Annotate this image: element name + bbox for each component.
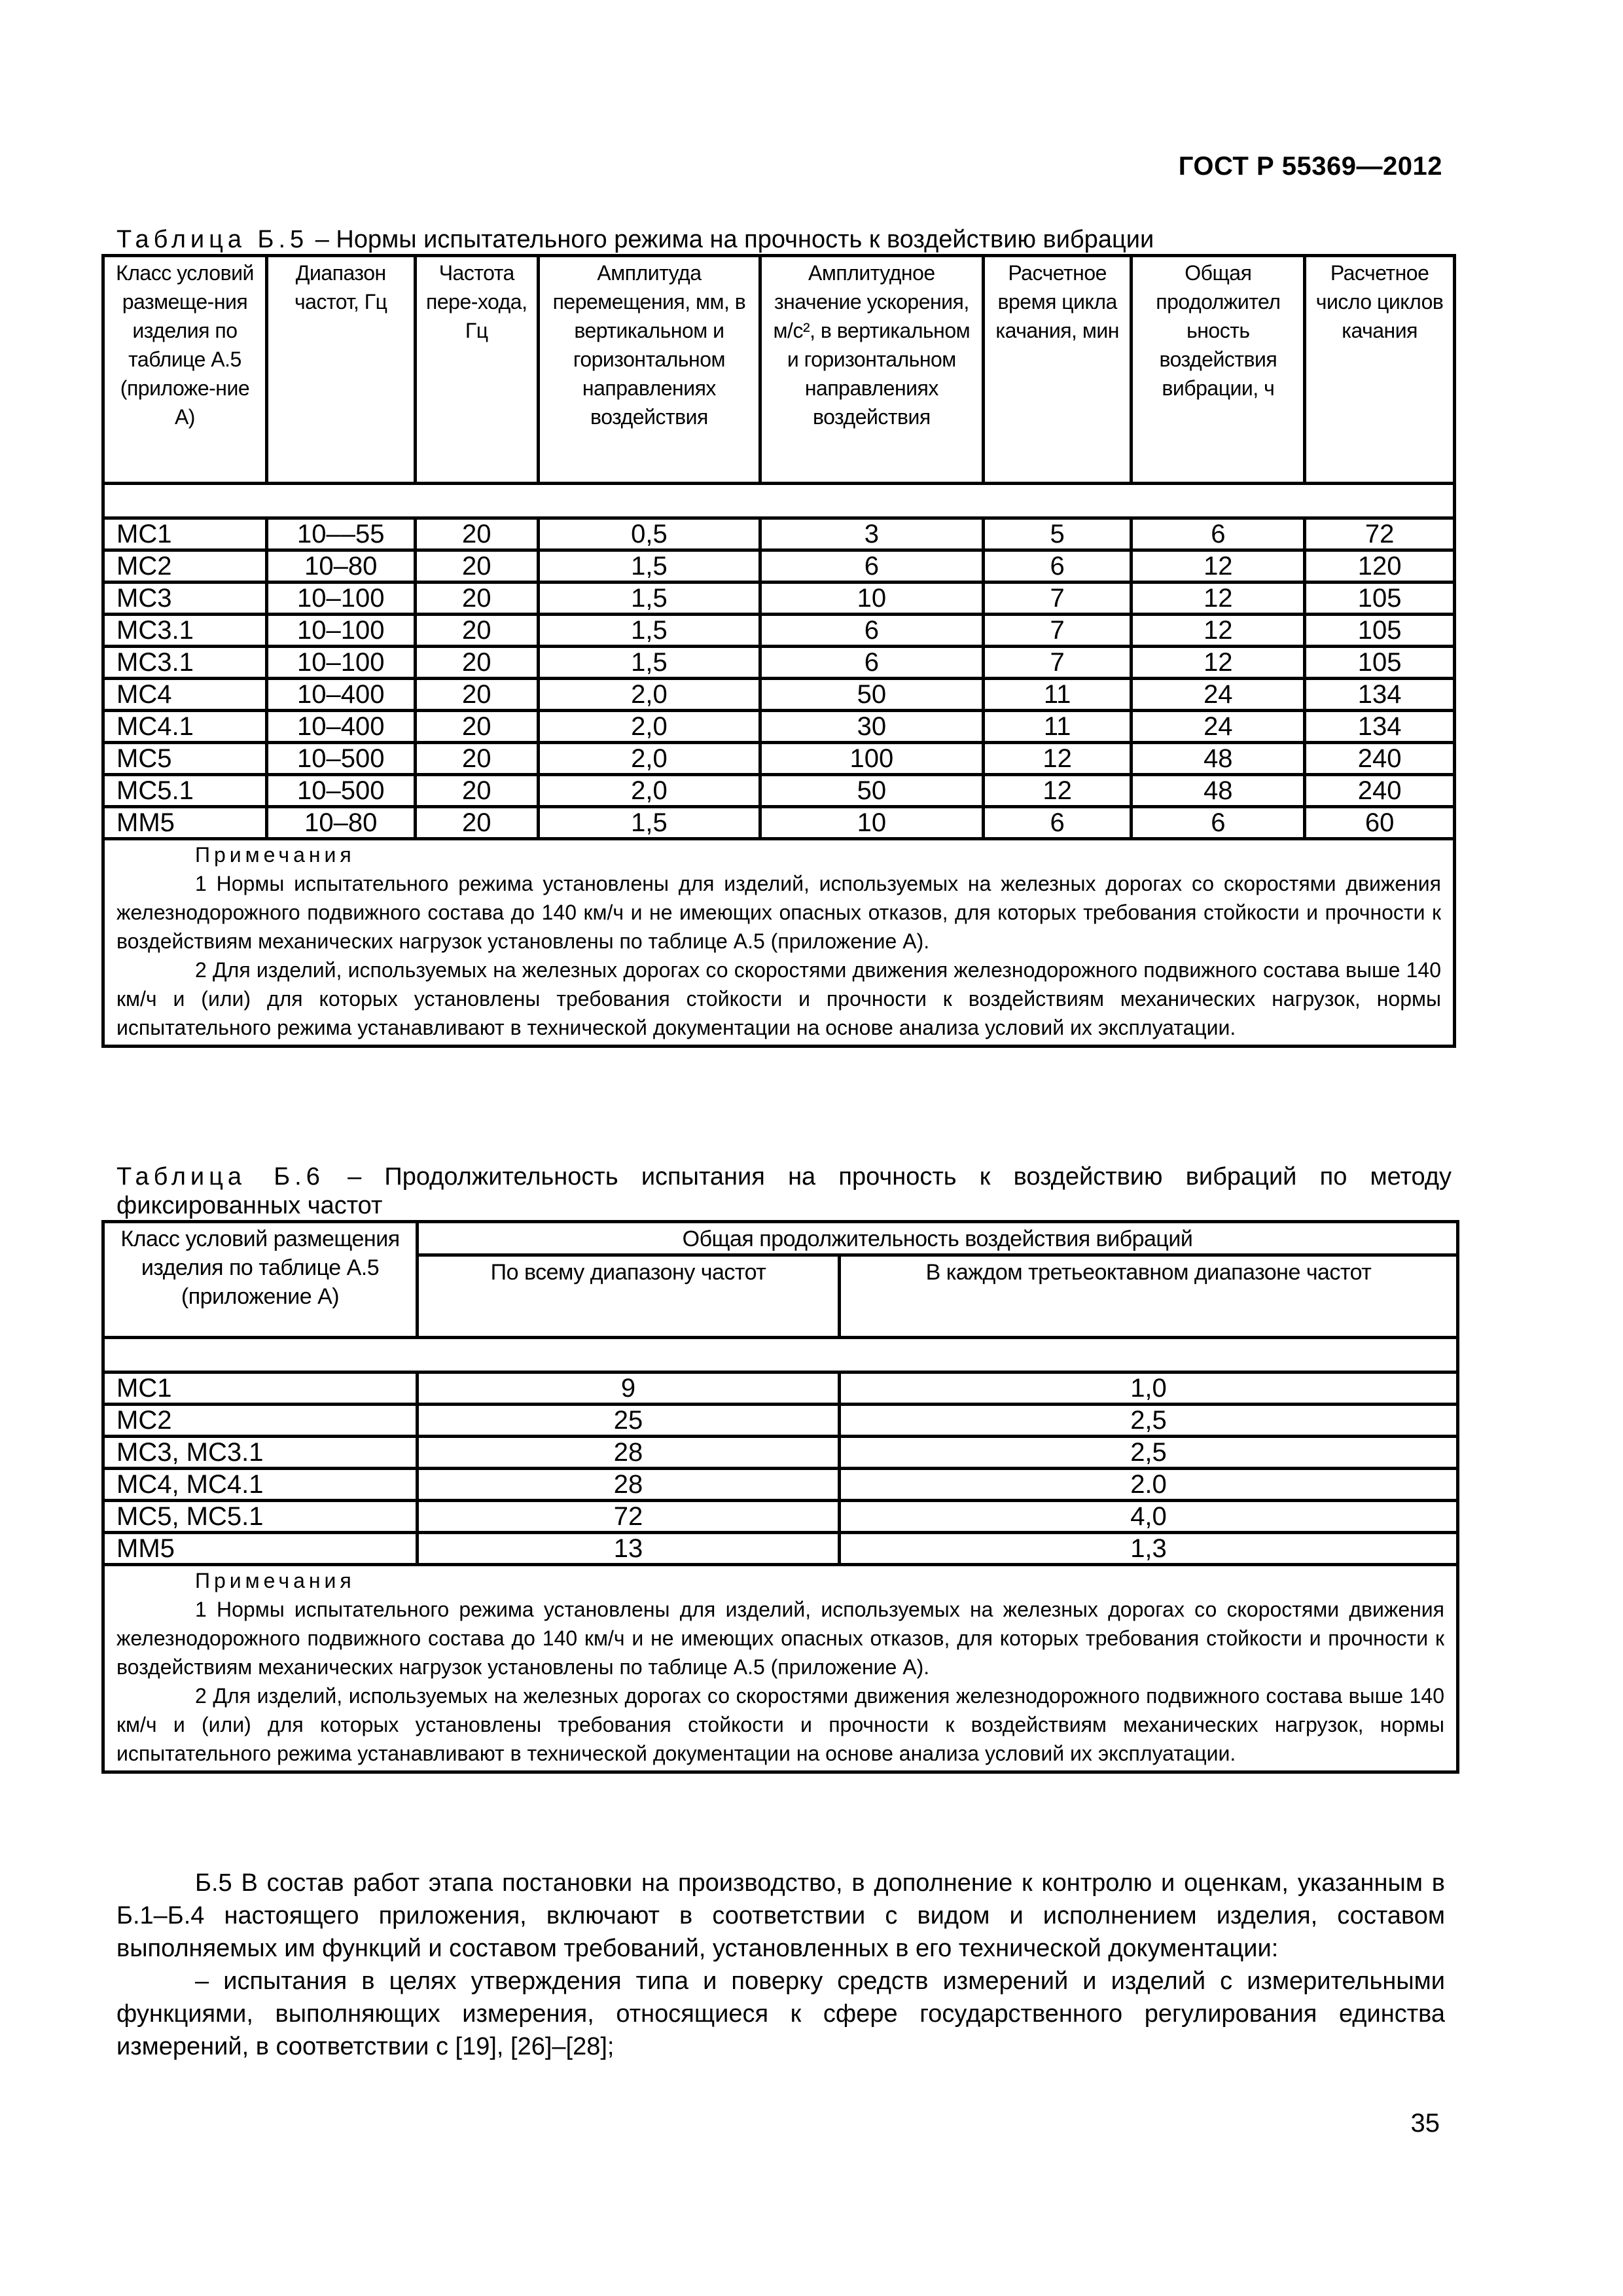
table-row: МС4, МС4.1 28 2.0 (103, 1469, 1458, 1501)
column-header-displacement-amplitude: Амплитуда перемещения, мм, в вертикальном и горизонтальном направлениях воздействия (539, 256, 760, 484)
table-b6-notes-row (103, 1565, 1458, 1772)
table-b5-header-row (103, 256, 1455, 484)
table-b5-label: Таблица Б.5 (116, 226, 309, 253)
note-1: 1 Нормы испытательного режима установлены для изделий, используемых на железных дорогах со скоростями движения железнодорожного подвижного состава до 140 км/ч и не имеющих опасных отказов, для которых требования стойкости и прочности к воздействиям механических нагрузок установлены по таблице А.5 (приложение А). (116, 1598, 1444, 1679)
column-header-crossover-frequency: Частота пере-хода, Гц (415, 256, 538, 484)
column-header-total-duration-group: Общая продолжительность воздействия вибраций (418, 1222, 1458, 1255)
table-row: МС2 25 2,5 (103, 1405, 1458, 1437)
note-2: 2 Для изделий, используемых на железных дорогах со скоростями движения железнодорожного подвижного состава выше 140 км/ч и (или) для которых установлены требования стойкости и прочности к воздействиям механических нагрузок, нормы испытательного режима устанавливают в технической документации на основе анализа условий их эксплуатации. (116, 958, 1441, 1039)
table-row: МС1 9 1,0 (103, 1372, 1458, 1405)
table-row: МС4 10–400 20 2,0 50 11 24 134 (103, 679, 1455, 711)
table-row: МС3.1 10–100 20 1,5 6 7 12 105 (103, 647, 1455, 679)
document-code: ГОСТ Р 55369—2012 (1178, 152, 1442, 181)
column-header-sweep-cycle-time: Расчетное время цикла качания, мин (983, 256, 1132, 484)
column-header-class: Класс условий размеще-ния изделия по таблице А.5 (приложе-ние А) (103, 256, 267, 484)
table-row: МС2 10–80 20 1,5 6 6 12 120 (103, 550, 1455, 583)
table-row: МС4.1 10–400 20 2,0 30 11 24 134 (103, 711, 1455, 743)
table-spacer-row (103, 1338, 1458, 1372)
notes-title: Примечания (195, 1569, 355, 1592)
note-2: 2 Для изделий, используемых на железных дорогах со скоростями движения железнодорожного подвижного состава выше 140 км/ч и (или) для которых установлены требования стойкости и прочности к воздействиям механических нагрузок, нормы испытательного режима устанавливают в технической документации на основе анализа условий их эксплуатации. (116, 1684, 1444, 1765)
table-row: МС5.1 10–500 20 2,0 50 12 48 240 (103, 775, 1455, 807)
table-row: МС5, МС5.1 72 4,0 (103, 1501, 1458, 1533)
page-number: 35 (1410, 2109, 1440, 2138)
column-header-sweep-cycles: Расчетное число циклов качания (1305, 256, 1455, 484)
column-header-full-range: По всему диапазону частот (418, 1255, 840, 1338)
note-1: 1 Нормы испытательного режима установлены для изделий, используемых на железных дорогах со скоростями движения железнодорожного подвижного состава до 140 км/ч и не имеющих опасных отказов, для которых требования стойкости и прочности к воздействиям механических нагрузок установлены по таблице А.5 (приложение А). (116, 872, 1441, 953)
table-b6-notes (103, 1565, 1458, 1772)
table-row: МС3 10–100 20 1,5 10 7 12 105 (103, 583, 1455, 615)
table-row: ММ5 10–80 20 1,5 10 6 6 60 (103, 807, 1455, 839)
table-b6 (101, 1220, 1459, 1774)
column-header-third-octave: В каждом третьеоктавном диапазоне частот (840, 1255, 1458, 1338)
table-b5-notes-row (103, 839, 1455, 1047)
column-header-class: Класс условий размещения изделия по таблице А.5 (приложение А) (103, 1222, 418, 1338)
paragraph-list-item: – испытания в целях утверждения типа и поверку средств измерений и изделий с измерительными функциями, выполняющих измерения, относящиеся к сфере государственного регулирования единства измерений, в соответствии с [19], [26]–[28]; (116, 1967, 1445, 2060)
column-header-frequency-range: Диапазон частот, Гц (266, 256, 415, 484)
column-header-total-duration: Общая продолжител ьность воздействия вибрации, ч (1132, 256, 1305, 484)
table-row: ММ5 13 1,3 (103, 1533, 1458, 1565)
table-b6-header-row (103, 1222, 1458, 1255)
table-b6-title: – Продолжительность испытания на прочность к воздействию вибраций по методу фиксированных частот (116, 1163, 1452, 1219)
table-b5-title: – Нормы испытательного режима на прочность к воздействию вибрации (308, 226, 1154, 253)
table-spacer-row (103, 484, 1455, 518)
table-b5-notes (103, 839, 1455, 1047)
paragraph-b5: Б.5 В состав работ этапа постановки на производство, в дополнение к контролю и оценкам, указанным в Б.1–Б.4 настоящего приложения, включают в соответствии с видом и исполнением изделия, составом выполняемых им функций и составом требований, установленных в его технической документации: (116, 1869, 1445, 1962)
column-header-acceleration-amplitude: Амплитудное значение ускорения, м/с², в вертикальном и горизонтальном направлениях воздействия (760, 256, 983, 484)
table-b6-caption (116, 1162, 1452, 1220)
table-row: МС1 10––55 20 0,5 3 5 6 72 (103, 518, 1455, 550)
table-b5-caption (116, 225, 1452, 254)
table-b5 (101, 254, 1456, 1048)
table-row: МС3, МС3.1 28 2,5 (103, 1437, 1458, 1469)
body-text (116, 1867, 1445, 2063)
table-row: МС3.1 10–100 20 1,5 6 7 12 105 (103, 615, 1455, 647)
table-row: МС5 10–500 20 2,0 100 12 48 240 (103, 743, 1455, 775)
table-b6-label: Таблица Б.6 (116, 1163, 325, 1191)
notes-title: Примечания (195, 843, 355, 867)
